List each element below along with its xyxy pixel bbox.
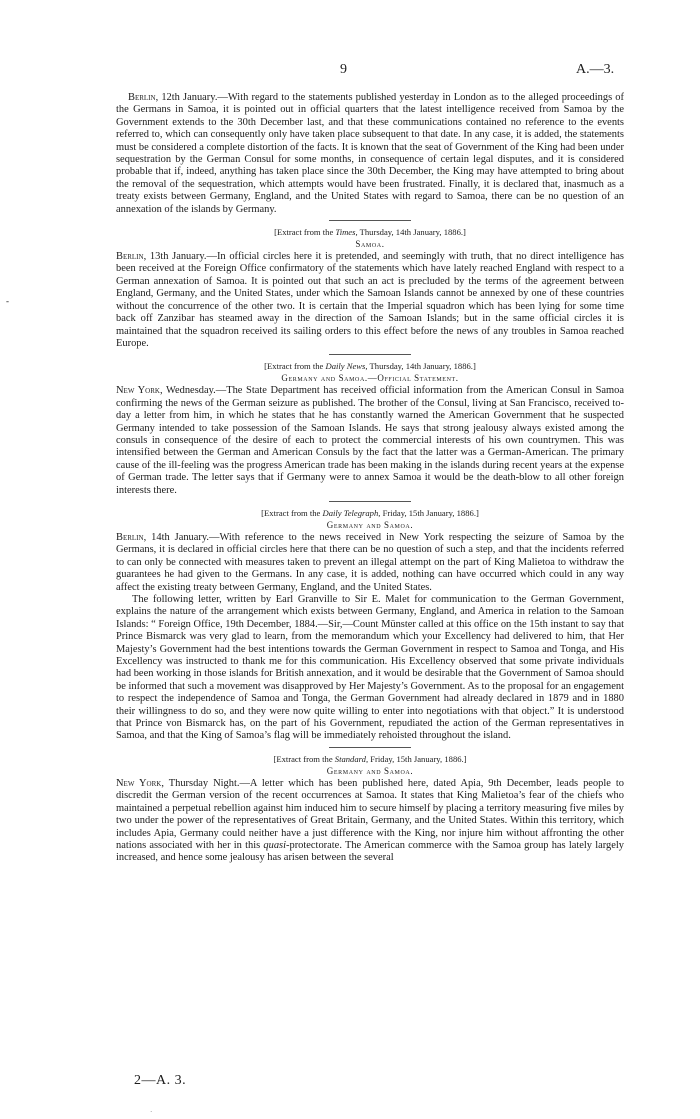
section-heading-official-statement: Germany and Samoa.—Official Statement. xyxy=(281,373,459,384)
extract-citation-daily-telegraph: [Extract from the Daily Telegraph, Friday, 15th January, 1886.] xyxy=(261,507,479,518)
margin-mark: - xyxy=(6,296,9,306)
dateline: Berlin xyxy=(116,531,144,543)
signature-mark: 2—A. 3. xyxy=(134,1073,187,1088)
dateline: New York xyxy=(116,777,162,789)
section-heading-germany-and-samoa-2: Germany and Samoa. xyxy=(326,765,414,776)
paragraph-new-york-thursday: New York, Thursday Night.—A letter which has been published here, dated Apia, 9th December, leads people to discredit the German version of the recent occurrences at Samoa. It states that King Malietoa’s fear of the chiefs who maintained a perpetual rebellion against him induced him to secure himself by placing a territory measuring five miles by two under the power of the representatives of Great Britain, Germany, and the United States. Within this territory, which includes Apia, Germany could neither have a just difference with the King, nor injure him without affronting the other nations associated with her in this quasi-protectorate. The American commerce with the Samoa group has lately largely increased, and hence some jealousy has arisen between the several xyxy=(116,777,625,864)
section-heading-germany-and-samoa: Germany and Samoa. xyxy=(326,519,414,530)
section-divider xyxy=(329,220,411,221)
dateline: Berlin xyxy=(116,251,144,263)
paragraph-berlin-13-january: Berlin, 13th January.—In official circles here it is pretended, and seemingly with truth, that no direct intelligence has been received at the Foreign Office confirmatory of the statements which have lately reached England with respect to a German annexation of Samoa. It is pointed out that such an act is precluded by the terms of the agreement between England, Germany, and the United States, under which the Samoan Islands cannot be annexed by one of these countries without the concurrence of the other two. It is certain that the Imperial squadron which has been lying for some time back off Zanzibar has steamed away in the direction of the Samoan Islands; but in the same official circles it is maintained that the squadron received its sailing orders to this effect before the news of any troubles in Samoa reached Europe. xyxy=(116,251,624,349)
dateline: Berlin xyxy=(128,92,156,103)
dateline: New York xyxy=(116,385,160,397)
document-reference: A.—3. xyxy=(576,62,615,77)
print-speck: · xyxy=(150,1108,153,1116)
paragraph-new-york-wednesday: New York, Wednesday.—The State Department has received official information from the American Consul in Samoa confirming the news of the German seizure as published. The brother of the Consul, living at San Francisco, received to-day a letter from him, in which he states that he has constantly warned the American Government that he suspected Germany intended to take possession of the Samoan Islands. He says that strong jealousy always existed among the consuls in consequence of the desire of each to protect the commercial interests of his own countrymen. This was intensified between the German and American Consuls by the fact that the latter was a German-American. The primary cause of the ill-feeling was the progress American trade has been making in the islands during recent years at the expense of German trade. The letter says that if Germany were to annex Samoa it would be the death-blow to all other foreign interests there. xyxy=(116,385,624,496)
paragraph-berlin-14-january: Berlin, 14th January.—With reference to the news received in New York respecting the seizure of Samoa by the Germans, it is declared in official circles here that there can be no question of such a step, and that the incidents referred to can only be connected with measures taken to prevent an illegal attempt on the part of King Malietoa to withdraw the guarantees he had given to the Germans. In any case, it is added, nothing can have occurred which could in any way affect the existing treaty between Germany, England, and the United States. xyxy=(116,531,624,593)
extract-citation-daily-news: [Extract from the Daily News, Thursday, 14th January, 1886.] xyxy=(264,361,476,372)
section-divider xyxy=(329,354,411,355)
document-body xyxy=(116,92,624,865)
paragraph-granville-letter: The following letter, written by Earl Granville to Sir E. Malet for communication to the German Government, explains the nature of the arrangement which exists between Germany, England, and America in relation to the Samoan Islands: “ Foreign Office, 19th December, 1884.—Sir,—Count Münster called at this office on the 15th instant to say that Prince Bismarck was very glad to learn, from the memorandum which your Excellency had delivered to him, that Her Majesty’s Government had the best intentions towards the German Government in respect to Samoa and Tonga, and His Excellency was instructed to thank me for this communication. His Excellency observed that some private individuals had been working in those islands for British annexation, and it would be desirable that the Government of Samoa should be informed that such a movement was disapproved by Her Majesty’s Government. As to the proposal for an engagement to respect the independence of Samoa and Tonga, the German Government had already declared in 1879 and in 1880 their willingness to do so, and they were now quite willing to enter into negotiations with that object.” It is understood that Prince von Bismarck has, on the part of his Government, repudiated the action of the German representatives in Samoa, and that the King of Samoa’s flag will be immediately rehoisted throughout the island. xyxy=(116,594,624,742)
extract-citation-times: [Extract from the Times, Thursday, 14th January, 1886.] xyxy=(274,227,466,238)
section-divider xyxy=(329,501,411,502)
section-heading-samoa: Samoa. xyxy=(355,239,385,250)
section-divider xyxy=(329,747,411,748)
paragraph-berlin-12-january: Berlin, 12th January.—With regard to the statements published yesterday in London as to the alleged proceedings of the Germans in Samoa, it is pointed out in official quarters that the latest intelligence received from Samoa by the Government extends to the 30th December last, and that these communications contained no reference to the events referred to, which can consequently only have taken place subsequent to that date. In any case, it is added, the statements must be considered a complete distortion of the facts. It is known that the seat of Government of the King had been under sequestration by the German Consul for some months, in consequence of certain legal disputes, and it is considered probable that if, indeed, anything has taken place since the 30th December, the King may have attempted to bring about the removal of the sequestration, which attempts would have been frustrated. Finally, it is declared that, inasmuch as a treaty exists between Germany, England, and the United States with regard to Samoa, there can be no question of an annexation of the islands by Germany. xyxy=(116,92,624,215)
extract-citation-standard: [Extract from the Standard, Friday, 15th January, 1886.] xyxy=(273,753,467,764)
page-number: 9 xyxy=(340,62,347,77)
